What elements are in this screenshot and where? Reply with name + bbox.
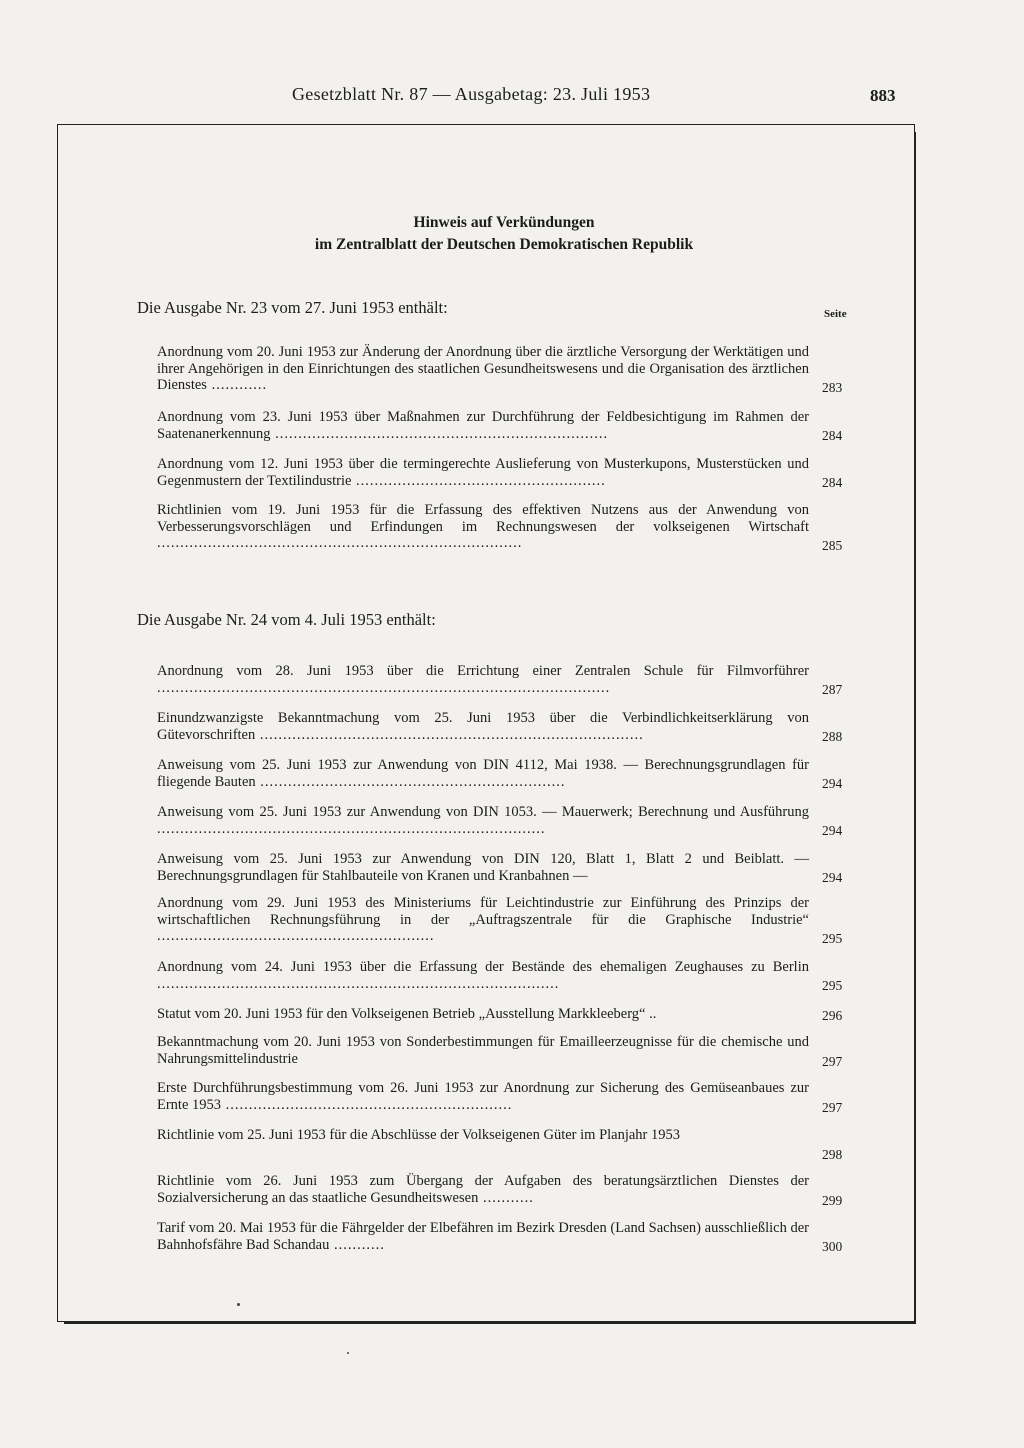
- entry-page: 284: [822, 475, 843, 490]
- scan-speck: [347, 1352, 349, 1354]
- entry-page: 288: [822, 729, 843, 744]
- list-item: [157, 895, 809, 945]
- entry-text: Anweisung vom 25. Juni 1953 zur Anwendung von DIN 4112, Mai 1938. — Berechnungsgrundlagen für fliegende Bauten: [157, 757, 809, 790]
- leader-dots: ...................................................................................: [255, 726, 644, 743]
- entry-text: Anordnung vom 23. Juni 1953 über Maßnahmen zur Durchführung der Feldbesichtigung im Rahmen der Saatenanerkennung: [157, 409, 809, 442]
- list-item: [157, 1127, 809, 1144]
- notice-subheading: im Zentralblatt der Deutschen Demokratischen Republik: [314, 236, 694, 253]
- entry-page: 284: [822, 428, 843, 443]
- entry-text: Erste Durchführungsbestimmung vom 26. Juni 1953 zur Anordnung zur Sicherung des Gemüseanbaues zur Ernte 1953: [157, 1080, 809, 1113]
- entry-text: Richtlinien vom 19. Juni 1953 für die Erfassung des effektiven Nutzens aus der Anwendung von Verbesserungsvorschlägen und Erfindungen im Rechnungswesen der volkseigenen Wirtschaft: [157, 502, 809, 535]
- leader-dots: ......................................................: [351, 472, 606, 489]
- entry-text: Anweisung vom 25. Juni 1953 zur Anwendung von DIN 1053. — Mauerwerk; Berechnung und Ausführung: [157, 804, 809, 820]
- entry-page: 298: [822, 1147, 843, 1162]
- list-item: [157, 344, 809, 394]
- entry-text: Anordnung vom 24. Juni 1953 über die Erfassung der Bestände des ehemaligen Zeughauses zu Berlin: [157, 959, 809, 975]
- leader-dots: ...........: [478, 1189, 534, 1206]
- entry-page: 285: [822, 538, 843, 553]
- running-header: [0, 84, 1024, 114]
- entry-page: 294: [822, 776, 843, 791]
- entry-text: Anordnung vom 12. Juni 1953 über die termingerechte Auslieferung von Musterkupons, Musterstücken und Gegenmustern der Textilindustrie: [157, 456, 809, 489]
- page-number: 883: [870, 86, 896, 105]
- entry-text: Bekanntmachung vom 20. Juni 1953 von Sonderbestimmungen für Emailleerzeugnisse für die chemische und Nahrungsmittelindustrie: [157, 1034, 809, 1067]
- entry-text: Anweisung vom 25. Juni 1953 zur Anwendung von DIN 120, Blatt 1, Blatt 2 und Beiblatt. — Berechnungsgrundlagen für Stahlbauteile von Kranen und Kranbahnen —: [157, 851, 809, 884]
- list-item: [157, 1080, 809, 1113]
- leader-dots: ....................................................................................: [157, 820, 546, 837]
- notice-heading: Hinweis auf Verkündungen: [413, 214, 595, 231]
- leader-dots: ..................................................................: [255, 773, 566, 790]
- entry-page: 299: [822, 1193, 843, 1208]
- leader-dots: ...............................................................................: [157, 535, 523, 551]
- entry-page: 297: [822, 1054, 843, 1069]
- entry-text: Richtlinie vom 26. Juni 1953 zum Übergang der Aufgaben des beratungsärztlichen Dienstes der Sozialversicherung an das staatliche Gesundheitswesen: [157, 1173, 809, 1206]
- list-item: [157, 1034, 809, 1067]
- page-column-label: Seite: [824, 308, 847, 320]
- list-item: [157, 1006, 809, 1023]
- entry-page: 300: [822, 1239, 843, 1254]
- list-item: [157, 409, 809, 442]
- leader-dots: ...........: [329, 1236, 385, 1253]
- entry-page: 294: [822, 870, 843, 885]
- list-item: [157, 959, 809, 992]
- list-item: [157, 757, 809, 790]
- entry-page: 295: [822, 931, 843, 946]
- entry-text: Richtlinie vom 25. Juni 1953 für die Abschlüsse der Volkseigenen Güter im Planjahr 1953: [157, 1127, 681, 1143]
- list-item: [157, 804, 809, 837]
- entry-page: 287: [822, 682, 843, 697]
- entry-text: Statut vom 20. Juni 1953 für den Volkseigenen Betrieb „Ausstellung Markkleeberg“ ..: [157, 1006, 657, 1022]
- entry-page: 296: [822, 1008, 843, 1023]
- entry-text: Anordnung vom 20. Juni 1953 zur Änderung der Anordnung über die ärztliche Versorgung der Werktätigen und ihrer Angehörigen in den Einrichtungen des staatlichen Gesundheitswesens und die Organisation des ärztlichen Dienstes: [157, 344, 809, 393]
- entry-text: Anordnung vom 29. Juni 1953 des Ministeriums für Leichtindustrie zur Einführung des Prinzips der wirtschaftlichen Rechnungsführung in der „Auftragszentrale für die Graphische Industrie“: [157, 895, 809, 928]
- list-item: [157, 1220, 809, 1253]
- entry-page: 283: [822, 380, 843, 395]
- header-title: Gesetzblatt Nr. 87 — Ausgabetag: 23. Juli 1953: [292, 84, 651, 104]
- leader-dots: ..................................................................................................: [157, 679, 611, 696]
- list-item: [157, 663, 809, 696]
- entry-page: 297: [822, 1100, 843, 1115]
- leader-dots: ........................................................................: [270, 425, 609, 442]
- list-item: [157, 502, 809, 552]
- leader-dots: .......................................................................................: [157, 975, 560, 992]
- entry-page: 294: [822, 823, 843, 838]
- issue-heading: Die Ausgabe Nr. 23 vom 27. Juni 1953 enthält:: [137, 298, 448, 317]
- entry-page: 295: [822, 978, 843, 993]
- leader-dots: ..............................................................: [221, 1096, 513, 1113]
- leader-dots: ............................................................: [157, 928, 435, 944]
- list-item: [157, 710, 809, 743]
- list-item: [157, 851, 809, 884]
- list-item: [157, 1173, 809, 1206]
- scan-speck: [237, 1303, 240, 1306]
- list-item: [157, 456, 809, 489]
- entry-text: Anordnung vom 28. Juni 1953 über die Errichtung einer Zentralen Schule für Filmvorführer: [157, 663, 809, 679]
- leader-dots: ............: [206, 377, 268, 393]
- issue-heading: Die Ausgabe Nr. 24 vom 4. Juli 1953 enthält:: [137, 610, 436, 629]
- entry-text: Einundzwanzigste Bekanntmachung vom 25. Juni 1953 über die Verbindlichkeitserklärung von Gütevorschriften: [157, 710, 809, 743]
- entry-text: Tarif vom 20. Mai 1953 für die Fährgelder der Elbefähren im Bezirk Dresden (Land Sachsen) ausschließlich der Bahnhofsfähre Bad Schandau: [157, 1220, 809, 1253]
